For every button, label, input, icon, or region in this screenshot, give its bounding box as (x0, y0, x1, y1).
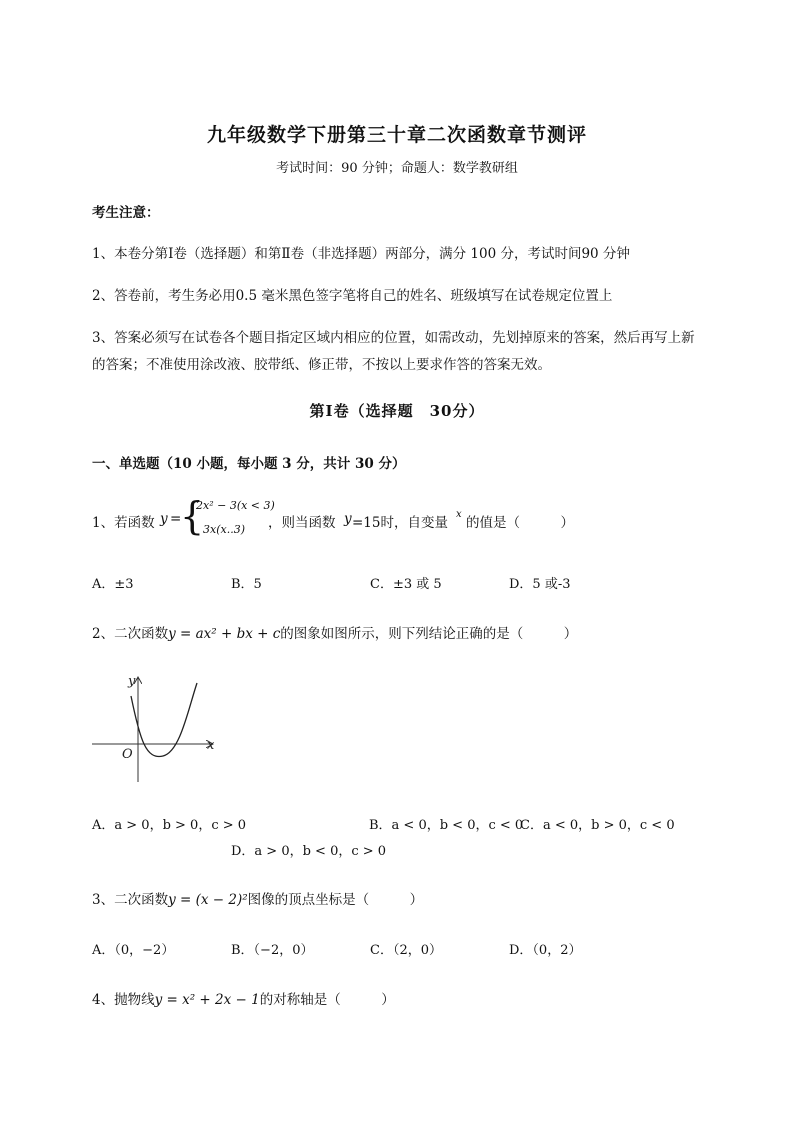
q3-option-a: A．（0，−2） (92, 943, 175, 958)
q2-option-d: D．a > 0，b < 0，c > 0 (231, 844, 387, 859)
q3-option-c: C．（2，0） (370, 943, 442, 958)
section-title: 第Ⅰ卷（选择题 30分） (309, 402, 485, 420)
q3-stem-end: 图像的顶点坐标是（ ） (247, 892, 424, 908)
q3-option-d: D．（0，2） (509, 943, 582, 958)
q1-brace: { (180, 494, 205, 538)
q1-stem-suffix: ，则当函数 (268, 515, 336, 531)
notes-heading: 考生注意： (92, 205, 160, 221)
question-2 (92, 622, 577, 642)
note-3-line-2: 的答案；不准使用涂改液、胶带纸、修正带，不按以上要求作答的答案无效。 (92, 357, 551, 373)
q1-option-b: B．5 (231, 577, 262, 592)
q2-option-b: B．a < 0，b < 0，c < 0 (369, 818, 524, 833)
q1-equals: = (170, 511, 182, 527)
page-title: 九年级数学下册第三十章二次函数章节测评 (206, 124, 587, 146)
q1-y-var-2: y (344, 511, 352, 527)
q1-y-var: y (160, 511, 168, 527)
q2-stem-end: 的图象如图所示，则下列结论正确的是（ ） (280, 626, 578, 642)
q1-piece-1: 2x² − 3(x < 3) (196, 499, 275, 512)
q2-option-a: A．a > 0，b > 0，c > 0 (92, 818, 247, 833)
question-4 (92, 988, 395, 1008)
exam-info: 考试时间：90 分钟；命题人：数学教研组 (276, 161, 518, 176)
q1-x-var: x (456, 509, 462, 520)
q2-formula: y = ax² + bx + c (168, 626, 281, 642)
graph-x-label: x (207, 738, 215, 753)
q2-stem-prefix: 2、二次函数 (92, 626, 169, 642)
part-heading: 一、单选题（10 小题，每小题 3 分，共计 30 分） (92, 456, 406, 472)
q1-stem-suffix-2: =15时，自变量 (352, 515, 448, 531)
graph-y-label: y (128, 674, 136, 689)
q1-stem-prefix: 1、若函数 (92, 515, 155, 531)
note-3-line-1: 3、答案必须写在试卷各个题目指定区域内相应的位置，如需改动，先划掉原来的答案，然后再写上新 (92, 330, 695, 346)
q1-option-c: C．±3 或 5 (370, 577, 442, 592)
q3-stem-prefix: 3、二次函数 (92, 892, 169, 908)
note-2: 2、答卷前，考生务必用0.5 毫米黑色签字笔将自己的姓名、班级填写在试卷规定位置上 (92, 288, 613, 304)
q4-stem-end: 的对称轴是（ ） (259, 992, 395, 1008)
q3-formula: y = (x − 2)² (168, 892, 248, 908)
graph-origin-label: O (122, 747, 133, 762)
q4-formula: y = x² + 2x − 1 (154, 992, 260, 1008)
note-1: 1、本卷分第Ⅰ卷（选择题）和第Ⅱ卷（非选择题）两部分，满分 100 分，考试时间90 分钟 (92, 246, 630, 262)
q1-stem-end: 的值是（ ） (466, 515, 574, 531)
q1-piece-2: 3x(x..3) (203, 523, 245, 536)
q1-option-d: D．5 或-3 (509, 577, 571, 592)
q4-stem-prefix: 4、抛物线 (92, 992, 155, 1008)
parabola-curve (131, 683, 197, 757)
q2-option-c: C．a < 0，b > 0，c < 0 (520, 818, 675, 833)
parabola-graph (88, 670, 228, 790)
q1-option-a: A．±3 (92, 577, 134, 592)
question-3 (92, 888, 423, 908)
q3-option-b: B．（−2，0） (231, 943, 314, 958)
